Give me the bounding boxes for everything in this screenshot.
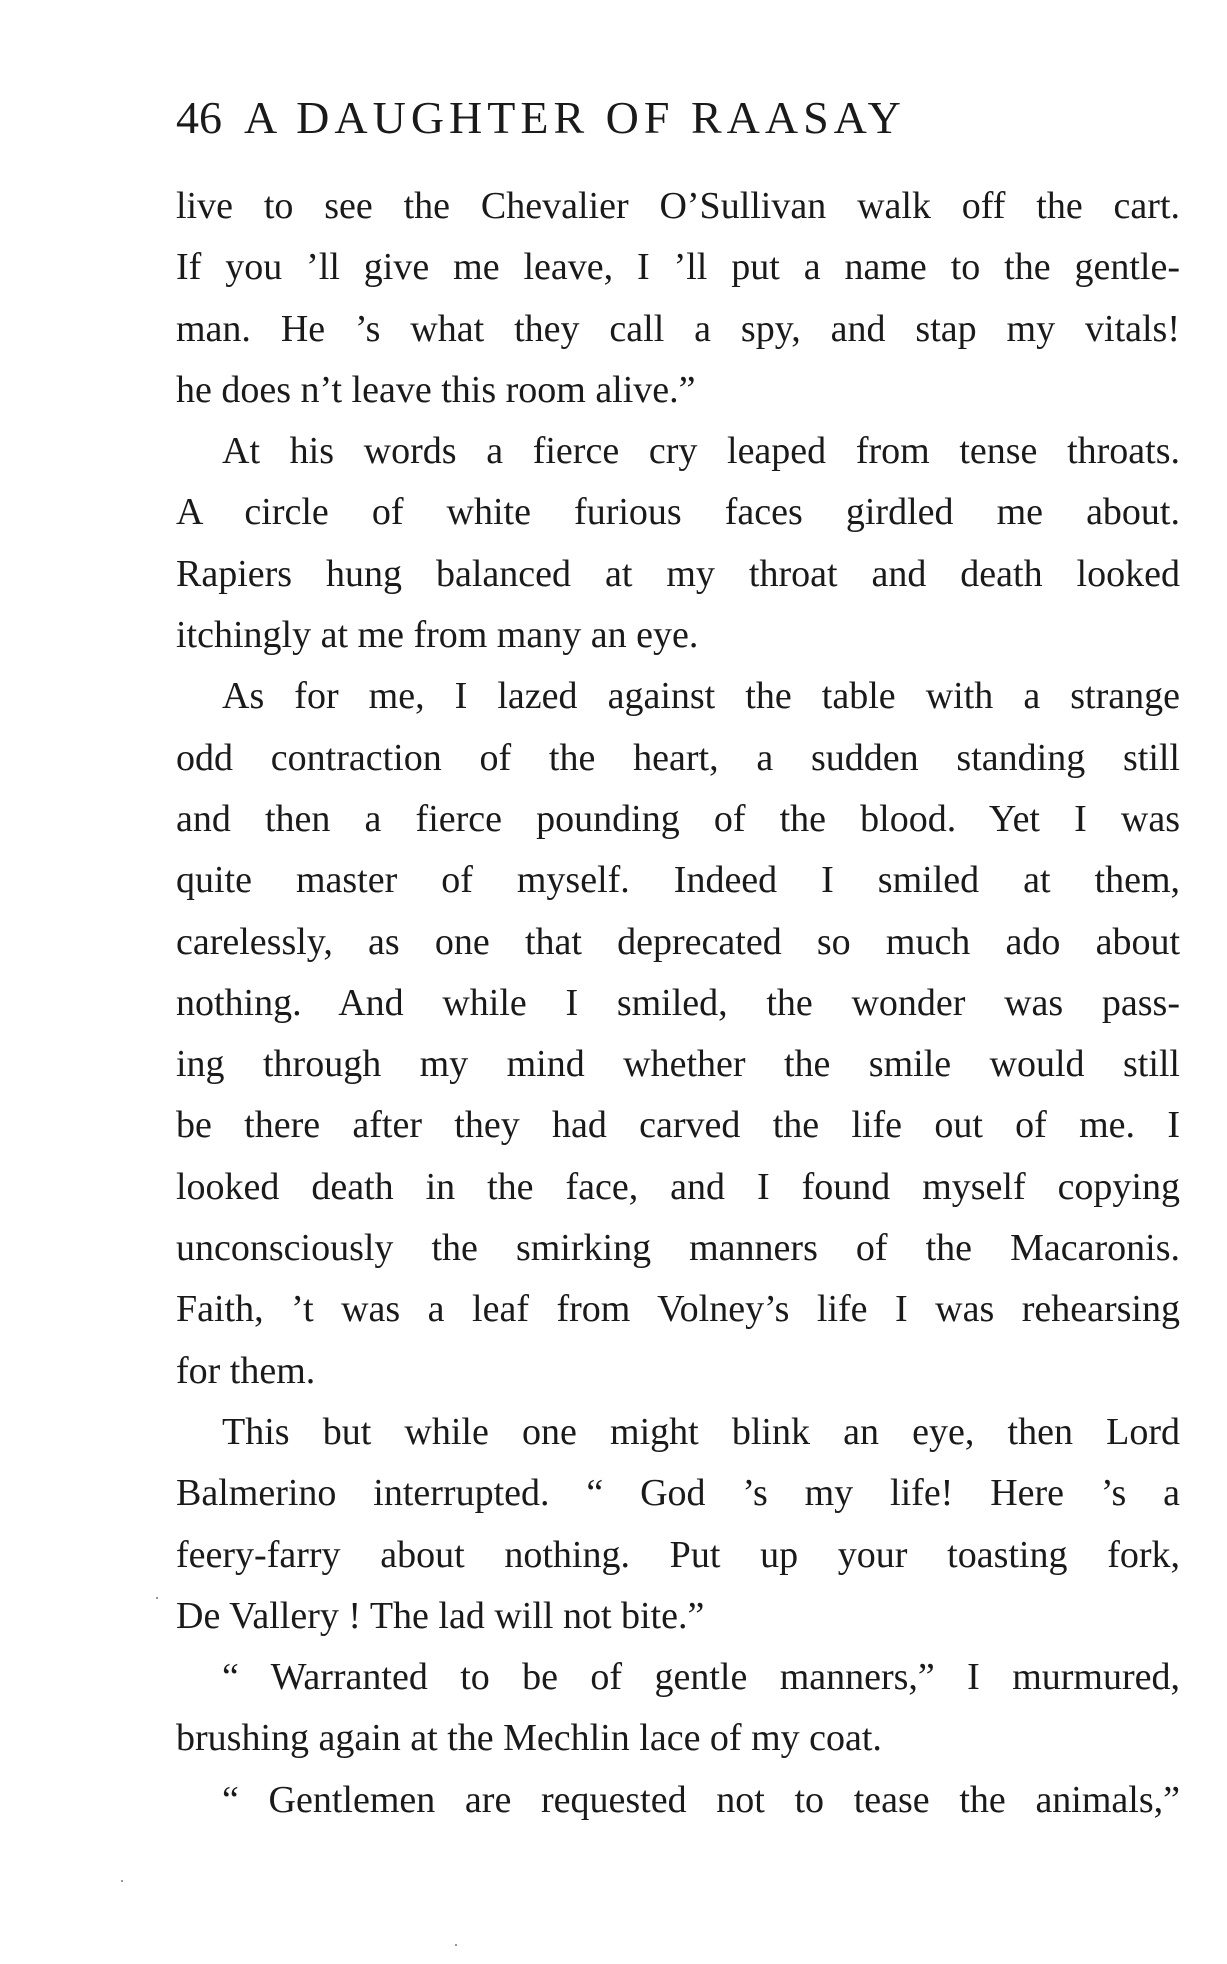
paper-speck (121, 1880, 123, 1882)
text-line: live to see the Chevalier O’Sullivan walk off the cart. (176, 185, 1180, 227)
page-number: 46 (176, 92, 222, 143)
text-line: If you ’ll give me leave, I ’ll put a name to the gentle- (176, 246, 1180, 289)
text-line: brushing again at the Mechlin lace of my coat. (176, 1717, 882, 1760)
text-line: Faith, ’t was a leaf from Volney’s life I was rehearsing (176, 1288, 1180, 1331)
text-line: man. He ’s what they call a spy, and stap my vitals! (176, 307, 1180, 350)
paper-speck (156, 1597, 158, 1599)
text-line: be there after they had carved the life out of me. I (176, 1104, 1180, 1147)
text-line: “ Gentlemen are requested not to tease the animals,” (222, 1778, 1180, 1821)
text-line: looked death in the face, and I found myself copying (176, 1165, 1180, 1208)
text-line: he does n’t leave this room alive.” (176, 368, 696, 411)
text-line: “ Warranted to be of gentle manners,” I murmured, (222, 1656, 1180, 1699)
running-title: A DAUGHTER OF RAASAY (244, 92, 906, 143)
text-line: odd contraction of the heart, a sudden standing still (176, 736, 1180, 779)
text-line: itchingly at me from many an eye. (176, 614, 699, 657)
text-line: feery-farry about nothing. Put up your toasting fork, (176, 1533, 1180, 1576)
text-line: A circle of white furious faces girdled me about. (176, 491, 1180, 534)
text-line: At his words a fierce cry leaped from tense throats. (222, 430, 1180, 473)
text-line: unconsciously the smirking manners of the Macaronis. (176, 1227, 1180, 1270)
text-line: for them. (176, 1349, 316, 1392)
body-text (176, 176, 1180, 1831)
text-line: nothing. And while I smiled, the wonder was pass- (176, 981, 1180, 1024)
text-line: This but while one might blink an eye, then Lord (222, 1410, 1180, 1453)
text-line: De Vallery ! The lad will not bite.” (176, 1594, 705, 1637)
text-line: As for me, I lazed against the table with a strange (222, 675, 1180, 718)
text-line: ing through my mind whether the smile would still (176, 1043, 1180, 1086)
text-line: Balmerino interrupted. “ God ’s my life! Here ’s a (176, 1472, 1180, 1515)
paper-speck (455, 1944, 457, 1946)
text-line: carelessly, as one that deprecated so much ado about (176, 920, 1180, 963)
text-line: and then a fierce pounding of the blood. Yet I was (176, 797, 1180, 840)
text-line: quite master of myself. Indeed I smiled at them, (176, 859, 1180, 902)
text-line: Rapiers hung balanced at my throat and death looked (176, 552, 1180, 595)
running-header (176, 88, 1176, 148)
